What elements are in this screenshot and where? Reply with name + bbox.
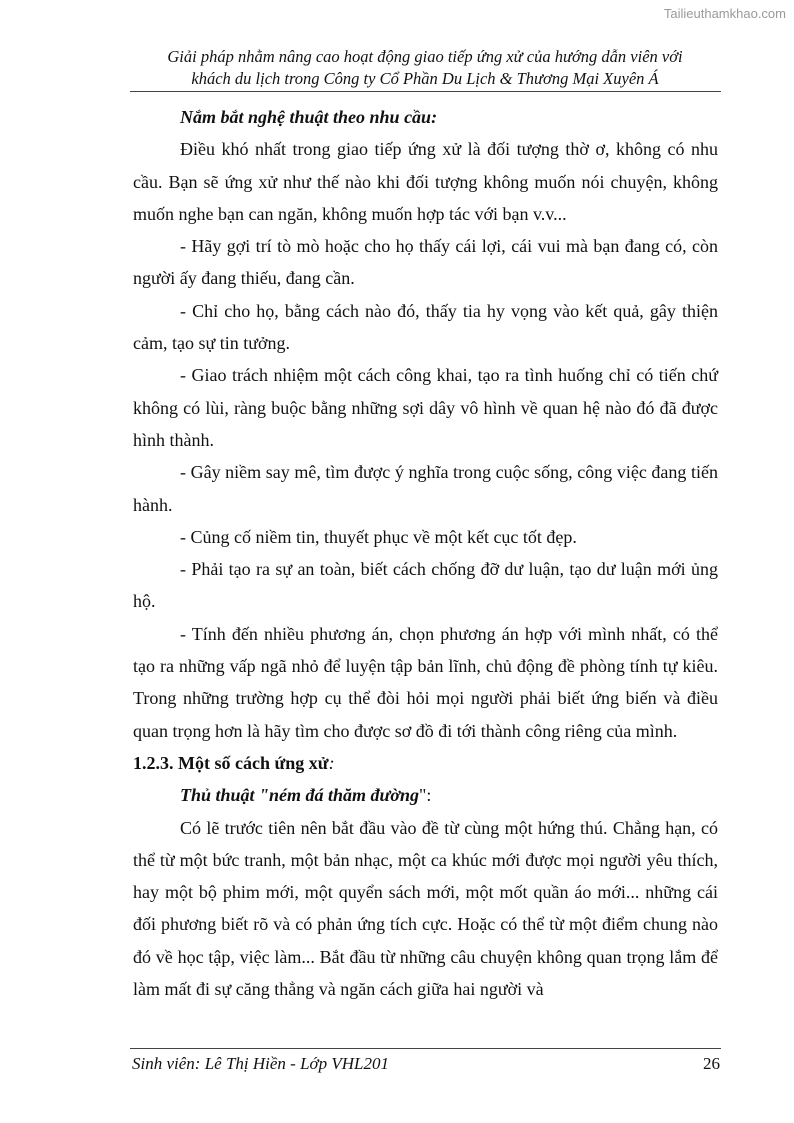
section-title: 1.2.3. Một số cách ứng xử <box>133 752 329 773</box>
subheading-technique <box>133 779 718 811</box>
document-body <box>133 101 718 1005</box>
header-line-1: Giải pháp nhằm nâng cao hoạt động giao tiếp ứng xử của hướng dẫn viên với <box>167 47 683 66</box>
section-heading <box>133 747 718 779</box>
header-line-2: khách du lịch trong Công ty Cổ Phần Du Lịch & Thương Mại Xuyên Á <box>191 69 659 88</box>
subheading-art-of-needs: Nắm bắt nghệ thuật theo nhu cầu: <box>180 107 438 127</box>
subheading-technique-text: Thủ thuật "ném đá thăm đường <box>180 785 420 806</box>
footer-student: Sinh viên: Lê Thị Hiền - Lớp VHL201 <box>132 1054 389 1073</box>
paragraph-9: Có lẽ trước tiên nên bắt đầu vào đề từ cùng một hứng thú. Chẳng hạn, có thể từ một bức tranh, một bản nhạc, một ca khúc mới được mọi người yêu thích, hay một bộ phim mới, một quyển sách mới, một mốt quần áo mới... những cái đối phương biết rõ và có phản ứng tích cực. Hoặc có thể từ một điểm chung nào đó về học tập, việc làm... Bắt đầu từ những câu chuyện không quan trọng lắm để làm mất đi sự căng thẳng và ngăn cách giữa hai người và <box>133 817 718 1000</box>
paragraph-1: Điều khó nhất trong giao tiếp ứng xử là đối tượng thờ ơ, không có nhu cầu. Bạn sẽ ứng xử như thế nào khi đối tượng không muốn nói chuyện, không muốn nghe bạn can ngăn, không muốn hợp tác với bạn v.v... <box>133 139 718 224</box>
subheading-technique-suffix: ": <box>419 785 432 806</box>
section-suffix: : <box>328 752 335 773</box>
paragraph-4: - Giao trách nhiệm một cách công khai, tạo ra tình huống chỉ có tiến chứ không có lùi, ràng buộc bằng những sợi dây vô hình về quan hệ nào đó đã được hình thành. <box>133 365 718 450</box>
paragraph-2: - Hãy gợi trí tò mò hoặc cho họ thấy cái lợi, cái vui mà bạn đang có, còn người ấy đang thiếu, đang cần. <box>133 236 718 289</box>
paragraph-7: - Phải tạo ra sự an toàn, biết cách chống đỡ dư luận, tạo dư luận mới ủng hộ. <box>133 559 718 612</box>
paragraph-3: - Chỉ cho họ, bằng cách nào đó, thấy tia hy vọng vào kết quả, gây thiện cảm, tạo sự tin tưởng. <box>133 300 718 354</box>
page-header <box>130 46 720 90</box>
paragraph-5: - Gây niềm say mê, tìm được ý nghĩa trong cuộc sống, công việc đang tiến hành. <box>133 462 718 515</box>
header-divider <box>130 91 721 92</box>
footer-divider <box>130 1048 721 1049</box>
page-number: 26 <box>703 1054 720 1073</box>
paragraph-6: - Củng cố niềm tin, thuyết phục về một kết cục tốt đẹp. <box>180 526 577 547</box>
paragraph-8: - Tính đến nhiều phương án, chọn phương án hợp với mình nhất, có thể tạo ra những vấp ngã nhỏ để luyện tập bản lĩnh, chủ động đề phòng tính tự kiêu. Trong những trường hợp cụ thể đòi hỏi mọi người phải biết ứng biến và điều quan trọng hơn là hãy tìm cho được sơ đồ đi tới thành công riêng của mình. <box>133 623 718 741</box>
watermark: Tailieuthamkhao.com <box>663 6 786 21</box>
